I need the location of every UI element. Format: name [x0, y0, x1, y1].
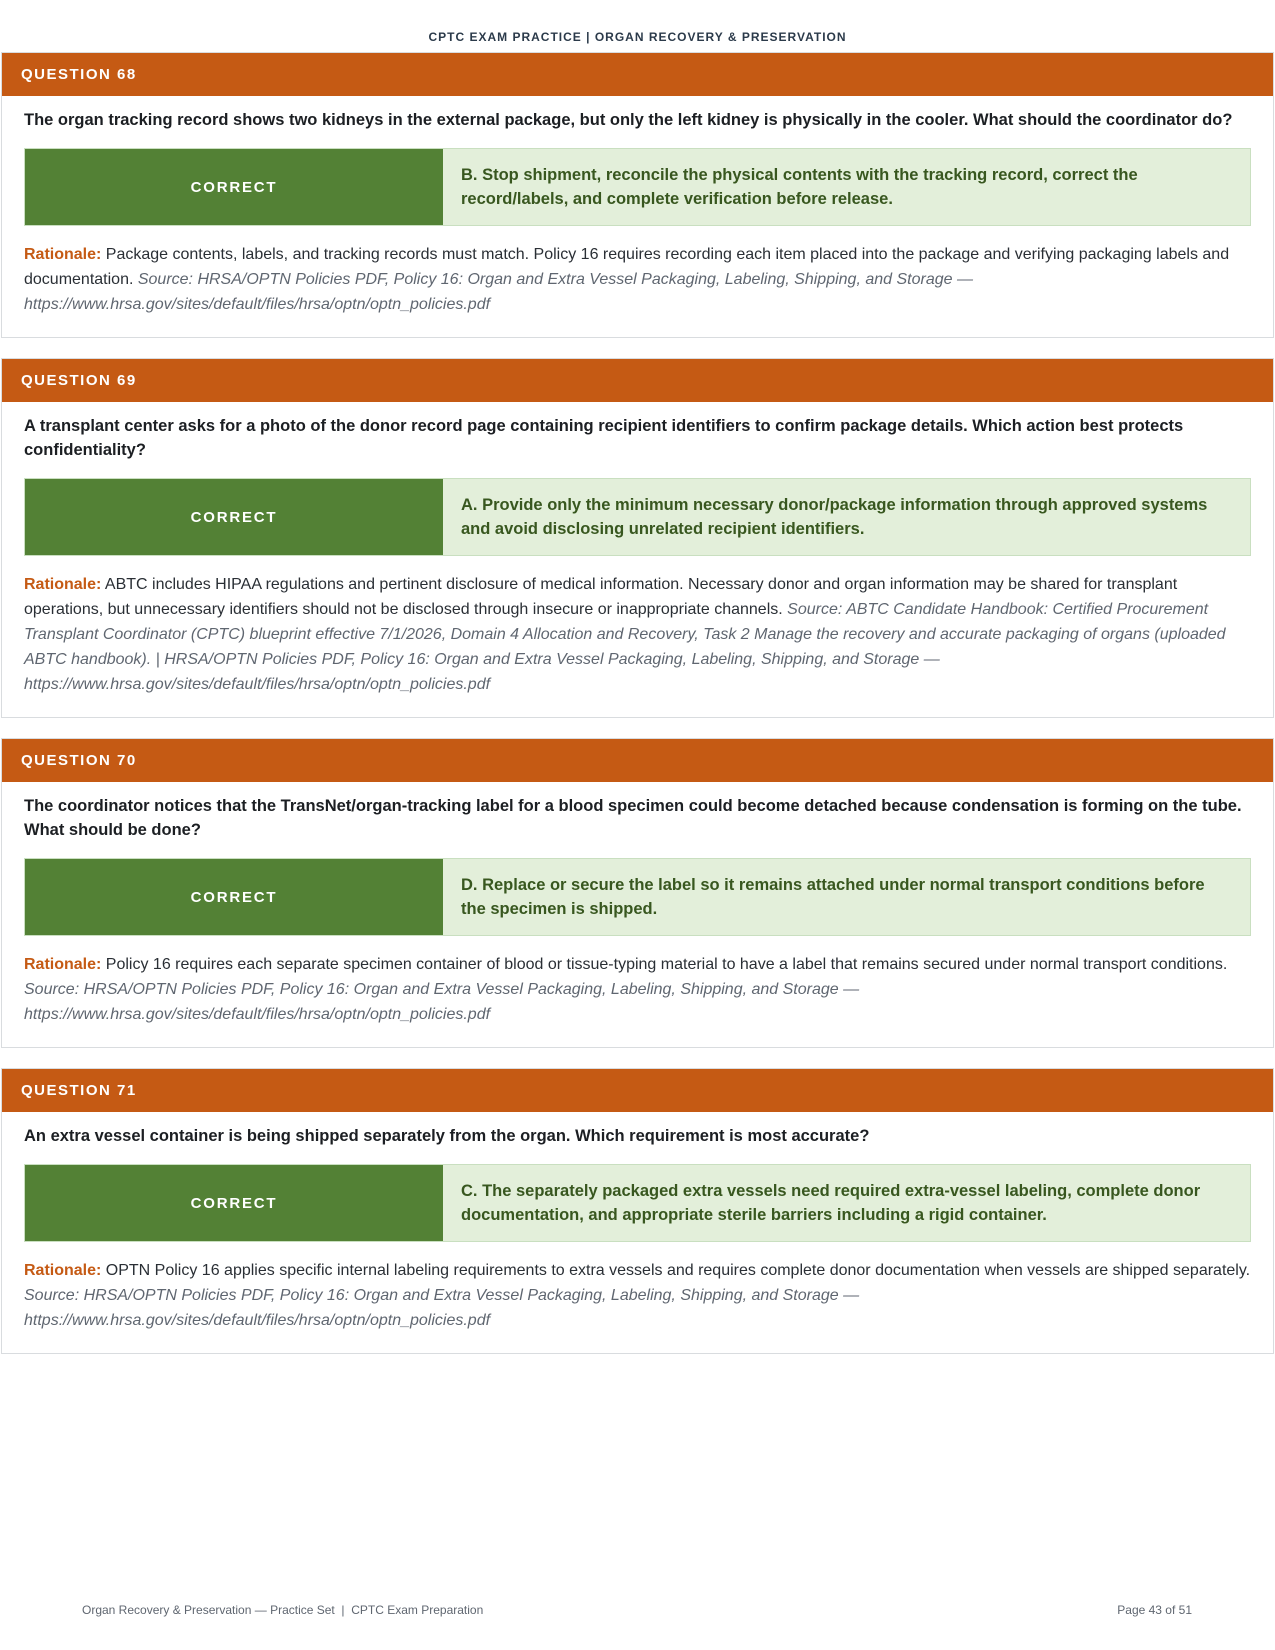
question-number: QUESTION 70 [2, 739, 1273, 782]
source-citation: Source: ABTC Candidate Handbook: Certified Procurement Transplant Coordinator (CPTC) blueprint effective 7/1/2026, Domain 4 Allocation and Recovery, Task 2 Manage the recovery and accurate packaging of organs (uploaded ABTC handbook). | HRSA/OPTN Policies PDF, Policy 16: Organ and Extra Vessel Packaging, Labeling, Shipping, and Storage — https://www.hrsa.gov/sites/default/files/hrsa/optn/optn_policies.pdf [24, 601, 1226, 693]
rationale-label: Rationale: [24, 246, 102, 263]
answer-row [24, 148, 1251, 226]
correct-badge: CORRECT [25, 859, 443, 935]
question-list [1, 52, 1274, 1374]
answer-row [24, 1164, 1251, 1242]
rationale-label: Rationale: [24, 576, 102, 593]
rationale-text: Policy 16 requires each separate specimen container of blood or tissue-typing material to have a label that remains secured under normal transport conditions. [101, 956, 1228, 973]
question-body [2, 402, 1273, 717]
rationale-text: Package contents, labels, and tracking records must match. Policy 16 requires recording each item placed into the package and verifying packaging labels and documentation. [24, 246, 1230, 288]
question-body [2, 96, 1273, 337]
question-text: The coordinator notices that the TransNet/organ-tracking label for a blood specimen could become detached because condensation is forming on the tube. What should be done? [24, 797, 1242, 839]
question-card-68 [1, 52, 1274, 338]
rationale [24, 242, 1251, 317]
source-citation: Source: HRSA/OPTN Policies PDF, Policy 16: Organ and Extra Vessel Packaging, Labeling, Shipping, and Storage — https://www.hrsa.gov/sites/default/files/hrsa/optn/optn_policies.pdf [24, 1287, 860, 1329]
correct-badge: CORRECT [25, 479, 443, 555]
question-card-69 [1, 358, 1274, 718]
correct-answer: C. The separately packaged extra vessels need required extra-vessel labeling, complete donor documentation, and appropriate sterile barriers including a rigid container. [443, 1165, 1250, 1241]
correct-answer: A. Provide only the minimum necessary donor/package information through approved systems and avoid disclosing unrelated recipient identifiers. [443, 479, 1250, 555]
rationale [24, 952, 1251, 1027]
question-text: The organ tracking record shows two kidneys in the external package, but only the left kidney is physically in the cooler. What should the coordinator do? [24, 111, 1233, 129]
question-card-71 [1, 1068, 1274, 1354]
rationale-text: OPTN Policy 16 applies specific internal labeling requirements to extra vessels and requires complete donor documentation when vessels are shipped separately. [101, 1262, 1251, 1279]
source-citation: Source: HRSA/OPTN Policies PDF, Policy 16: Organ and Extra Vessel Packaging, Labeling, Shipping, and Storage — https://www.hrsa.gov/sites/default/files/hrsa/optn/optn_policies.pdf [24, 981, 860, 1023]
correct-answer: B. Stop shipment, reconcile the physical contents with the tracking record, correct the record/labels, and complete verification before release. [443, 149, 1250, 225]
footer-page-number: Page 43 of 51 [1117, 1603, 1192, 1617]
rationale [24, 572, 1251, 697]
question-card-70 [1, 738, 1274, 1048]
answer-row [24, 858, 1251, 936]
answer-row [24, 478, 1251, 556]
correct-badge: CORRECT [25, 1165, 443, 1241]
question-number: QUESTION 68 [2, 53, 1273, 96]
question-body [2, 782, 1273, 1047]
question-text: An extra vessel container is being shipped separately from the organ. Which requirement is most accurate? [24, 1127, 870, 1145]
footer-document-title: Organ Recovery & Preservation — Practice Set | CPTC Exam Preparation [82, 1603, 484, 1617]
correct-answer: D. Replace or secure the label so it remains attached under normal transport conditions before the specimen is shipped. [443, 859, 1250, 935]
rationale-label: Rationale: [24, 1262, 102, 1279]
question-body [2, 1112, 1273, 1353]
question-number: QUESTION 71 [2, 1069, 1273, 1112]
page-header-title: CPTC EXAM PRACTICE | ORGAN RECOVERY & PRESERVATION [428, 30, 847, 44]
source-citation: Source: HRSA/OPTN Policies PDF, Policy 16: Organ and Extra Vessel Packaging, Labeling, Shipping, and Storage — https://www.hrsa.gov/sites/default/files/hrsa/optn/optn_policies.pdf [24, 271, 973, 313]
rationale-text: ABTC includes HIPAA regulations and pertinent disclosure of medical information. Necessary donor and organ information may be shared for transplant operations, but unnecessary identifiers should not be disclosed through insecure or inappropriate channels. [24, 576, 1178, 618]
rationale [24, 1258, 1251, 1333]
question-number: QUESTION 69 [2, 359, 1273, 402]
rationale-label: Rationale: [24, 956, 102, 973]
question-text: A transplant center asks for a photo of the donor record page containing recipient identifiers to confirm package details. Which action best protects confidentiality? [24, 417, 1184, 459]
correct-badge: CORRECT [25, 149, 443, 225]
